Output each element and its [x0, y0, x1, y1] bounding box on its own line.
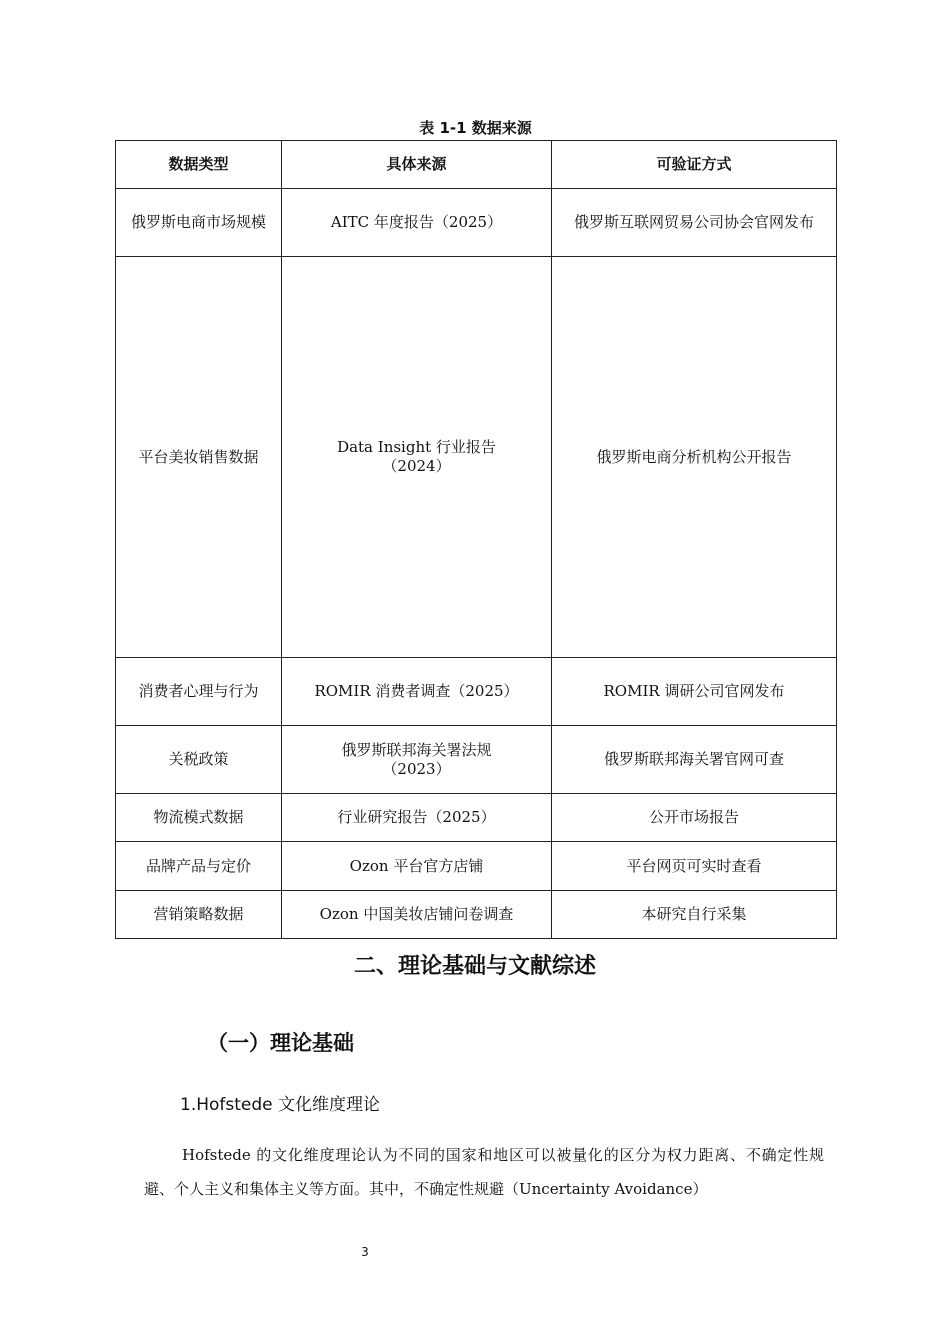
subsubsection-heading: 1.Hofstede 文化维度理论	[180, 1095, 381, 1115]
cell-type: 消费者心理与行为	[116, 658, 282, 726]
section-heading: 二、理论基础与文献综述	[353, 954, 596, 979]
cell-type: 关税政策	[116, 726, 282, 794]
cell-verify: 俄罗斯联邦海关署官网可查	[552, 726, 837, 794]
table-row	[116, 726, 837, 794]
table-row	[116, 794, 837, 842]
cell-type: 物流模式数据	[116, 794, 282, 842]
body-paragraph: Hofstede 的文化维度理论认为不同的国家和地区可以被量化的区分为权力距离、不确定性规避、个人主义和集体主义等方面。其中，不确定性规避（Uncertainty Avoidance）	[144, 1146, 824, 1198]
cell-source: AITC 年度报告（2025）	[282, 189, 552, 257]
table-row	[116, 257, 837, 658]
cell-source: Data Insight 行业报告（2024）	[282, 257, 552, 658]
cell-source: 行业研究报告（2025）	[282, 794, 552, 842]
cell-type: 俄罗斯电商市场规模	[116, 189, 282, 257]
column-header-verify: 可验证方式	[552, 141, 837, 189]
cell-type: 营销策略数据	[116, 891, 282, 939]
column-header-source: 具体来源	[282, 141, 552, 189]
subsection-heading: （一）理论基础	[207, 1031, 354, 1055]
table-header-row	[116, 141, 837, 189]
cell-type: 平台美妆销售数据	[116, 257, 282, 658]
data-source-table	[115, 140, 837, 939]
cell-type: 品牌产品与定价	[116, 842, 282, 891]
cell-verify: ROMIR 调研公司官网发布	[552, 658, 837, 726]
cell-verify: 本研究自行采集	[552, 891, 837, 939]
page-number: 3	[361, 1245, 369, 1259]
cell-source: ROMIR 消费者调查（2025）	[282, 658, 552, 726]
cell-source: Ozon 平台官方店铺	[282, 842, 552, 891]
table-row	[116, 842, 837, 891]
cell-verify: 平台网页可实时查看	[552, 842, 837, 891]
column-header-type: 数据类型	[116, 141, 282, 189]
cell-verify: 公开市场报告	[552, 794, 837, 842]
table-row	[116, 189, 837, 257]
cell-source: Ozon 中国美妆店铺问卷调查	[282, 891, 552, 939]
table-caption: 表 1-1 数据来源	[419, 119, 532, 137]
cell-source: 俄罗斯联邦海关署法规（2023）	[282, 726, 552, 794]
table-row	[116, 658, 837, 726]
cell-verify: 俄罗斯电商分析机构公开报告	[552, 257, 837, 658]
cell-verify: 俄罗斯互联网贸易公司协会官网发布	[552, 189, 837, 257]
table-row	[116, 891, 837, 939]
